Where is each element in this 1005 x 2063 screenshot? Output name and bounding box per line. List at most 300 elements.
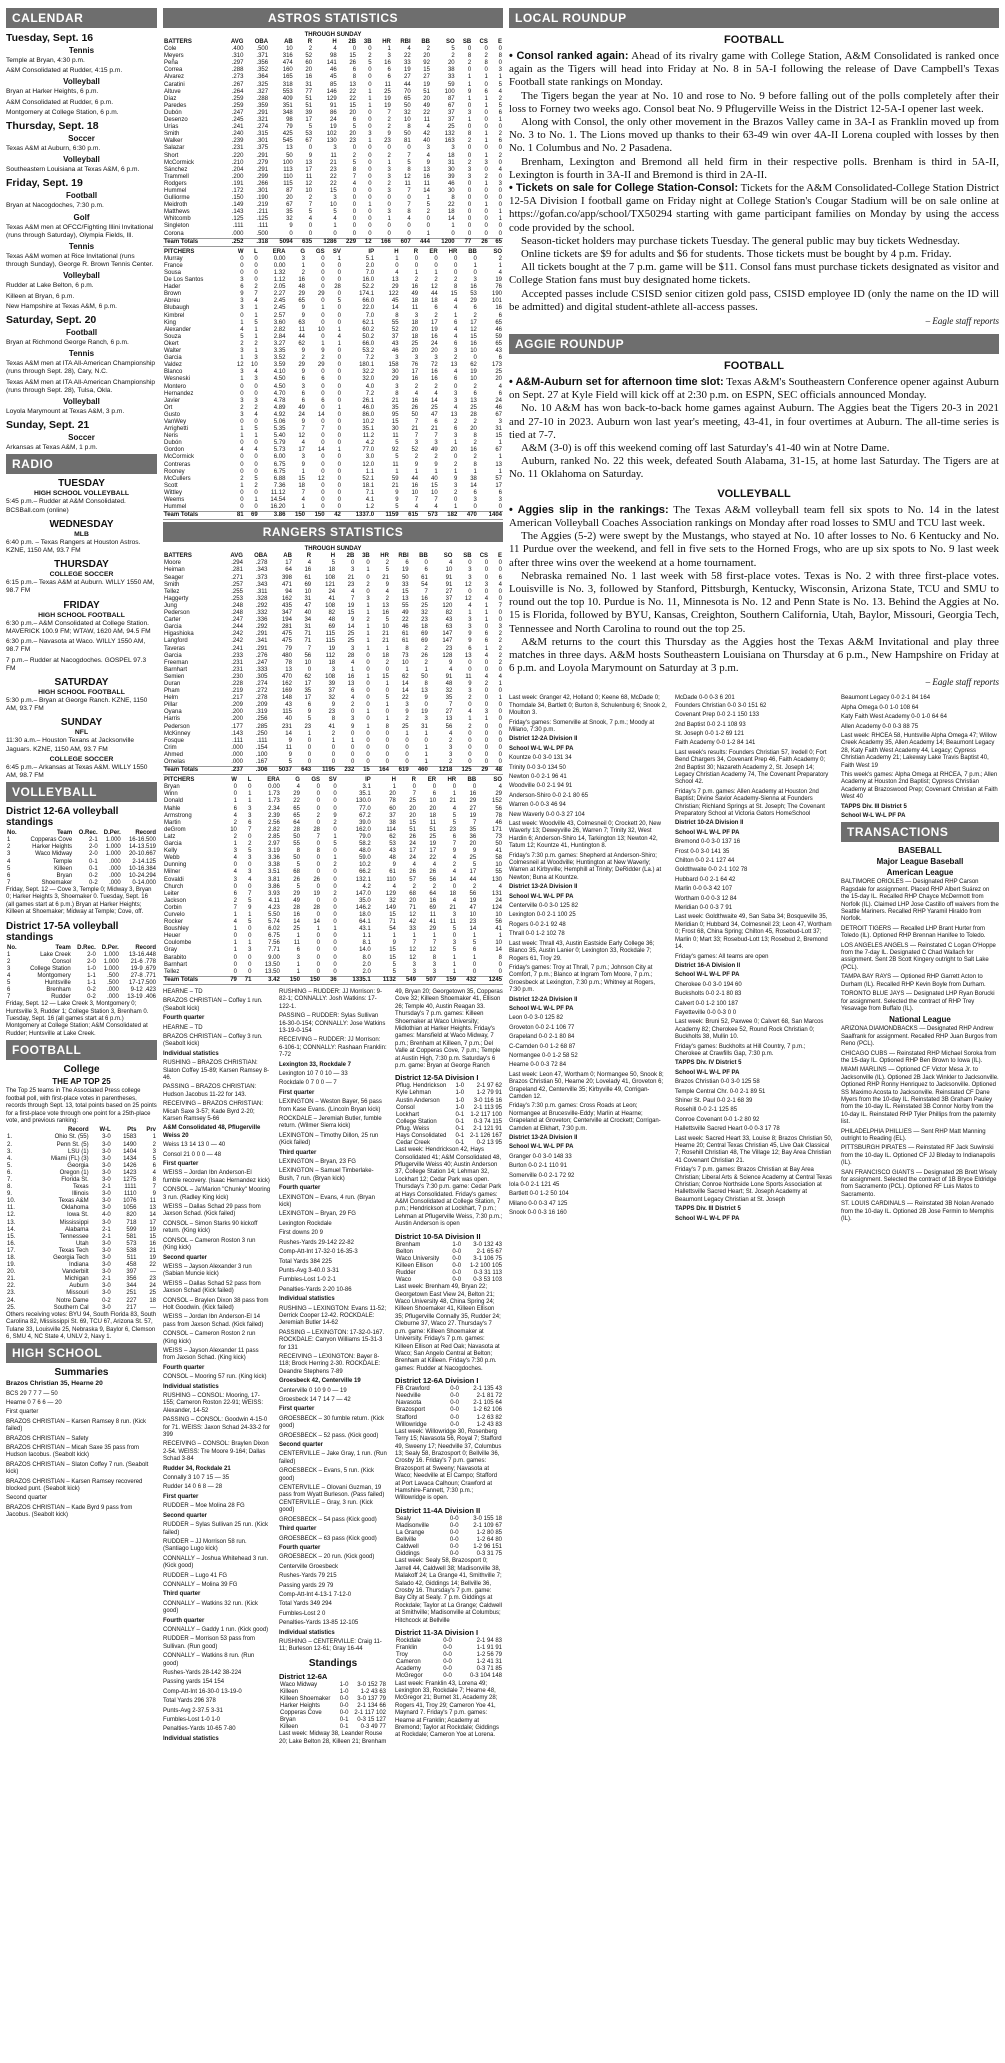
astros-pitch-cell: 0	[240, 461, 244, 468]
rangers-pitch-cell: 4	[233, 855, 237, 862]
rangers-bat-cell: 1	[366, 673, 370, 680]
rangers-pitch-cell: Martin	[164, 819, 181, 826]
astros-bat-row	[163, 181, 503, 188]
calendar-line: Texas A&M at Auburn, 6:30 p.m.	[6, 145, 101, 153]
standings-table	[395, 1516, 503, 1559]
astros-pitch-cell: 1	[254, 305, 258, 312]
astros-bat-cell: 2	[498, 152, 502, 159]
standings-cell: 2-1 121 91	[473, 1125, 502, 1132]
rangers-bat-cell: Higashioka	[164, 631, 194, 638]
astros-bat-cell: 2	[426, 46, 430, 53]
rangers-bat-cell: 0	[405, 737, 409, 744]
astros-pitch-cell: 2	[473, 454, 477, 461]
astros-pitch-cell: 45	[391, 298, 399, 305]
astros-bat-cell: 7	[407, 187, 411, 194]
rangers-pitch-cell: 0	[472, 961, 477, 968]
rangers-bat-cell: 147	[442, 631, 453, 638]
rangers-bat-cell: 19	[401, 567, 409, 574]
rangers-bat-cell: 1	[385, 680, 389, 687]
astros-bat-total-cell: 607	[400, 238, 411, 245]
rangers-bat-cell: 9	[468, 638, 472, 645]
box-line: Weiss 13 14 13 0 — 40	[163, 1142, 226, 1149]
rangers-pitch-cell: 35.1	[359, 791, 371, 798]
astros-bat-row	[163, 153, 503, 160]
astros-pitch-cell: 3	[498, 418, 502, 425]
ap-cell: 3-0	[102, 1162, 111, 1169]
ap-cell: 17	[149, 1219, 156, 1226]
standings-cell: 0-0	[450, 1386, 459, 1393]
lower-line: Calvert 0-0 1-2 100 187	[675, 1000, 739, 1007]
astros-pitch-cell: 0	[254, 454, 258, 461]
volleyball-banner: VOLLEYBALL	[6, 782, 157, 802]
rangers-pitch-cell: 29	[293, 890, 300, 897]
astros-bat-cell: 0	[467, 124, 472, 131]
vb2-cell: 2	[7, 958, 11, 965]
astros-pitch-cell: 1	[254, 433, 258, 440]
astros-pitch-cell: 3.35	[273, 348, 286, 355]
standings-cell: Brenham	[396, 1241, 421, 1248]
box-line: Fourth quarter	[279, 1544, 321, 1551]
rangers-bat-cell: .209	[231, 702, 243, 709]
astros-pitch-cell: 3	[453, 348, 458, 355]
rangers-bat-cell: 23	[445, 645, 453, 652]
astros-pitch-cell: 7	[414, 497, 419, 503]
astros-bat-row	[163, 89, 503, 96]
rangers-bat-cell: 4	[468, 602, 472, 609]
box-line: PASSING – RUDDER: Sylas Sullivan 16-30-0-154; CONNALLY: Jose Watkins 13-19-0-154	[279, 1013, 386, 1034]
astros-pitch-row	[163, 476, 503, 483]
rangers-bat-cell: 162	[281, 680, 292, 687]
ap-cell: 3-0	[102, 1205, 111, 1212]
astros-bat-cell: .375	[256, 145, 269, 152]
astros-bat-cell: .200	[231, 173, 244, 180]
rangers-pitch-cell: 162.0	[355, 826, 371, 833]
rangers-bat-cell: 0	[498, 595, 502, 602]
astros-pitch-cell: Brown	[164, 291, 182, 298]
box-line: Penalties-Yards 10-65 7-80	[163, 1726, 236, 1733]
lower-line: Rosehill 0-0 2-1 125 85	[675, 1107, 738, 1114]
rangers-pitch-cell: 2	[233, 897, 237, 904]
astros-bat-cell: 1	[498, 216, 502, 223]
astros-bat-cell: .000	[231, 230, 244, 237]
astros-bat-cell: 65	[404, 95, 411, 102]
astros-bat-cell: .219	[256, 202, 269, 209]
box-line: BRAZOS CHRISTIAN – Coffey 1 run. (Seabolt kick)	[163, 998, 263, 1012]
rangers-pitch-row	[163, 855, 503, 862]
rangers-bat-cell: 23	[304, 723, 312, 730]
lower-line: School W-L W-L PF PA	[675, 972, 740, 979]
rangers-bat-cell: .255	[231, 588, 243, 595]
rangers-pitch-cell: 20	[409, 805, 416, 812]
aggie-vb-text: The Texas A&M volleyball team fell six spots to No. 14 in the latest American Volleyball Coaches Association rankings on Monday after road losses to SMU and TCU last week.	[509, 503, 999, 529]
astros-pitch-cell: 17	[495, 482, 502, 489]
calendar-line: Loyola Marymount at Texas A&M, 3 p.m.	[6, 408, 125, 416]
astros-pitch-row	[163, 313, 503, 320]
rangers-pitch-cell: 10	[495, 862, 502, 869]
rangers-pitch-header-cell: BB	[467, 777, 477, 784]
rangers-pitch-cell: 0	[316, 784, 321, 791]
standings-cell: Belton	[396, 1248, 414, 1255]
rangers-bat-cell: 1	[385, 645, 389, 652]
astros-bat-cell: .190	[256, 195, 269, 202]
vb1-cell: .000	[109, 865, 121, 872]
lower-line: Allen Academy 0-0 0-3 88 75	[841, 723, 919, 730]
astros-bat-cell: 77	[305, 88, 313, 95]
ap-row	[6, 1170, 157, 1177]
aggie-fb-text: No. 10 A&M has won back-to-back home games against Auburn. The Aggies beat the Tigers 20-3 in 2021 and 27-10 in 2023. Auburn won last year's meeting, 43-41, in four overtimes at Auburn. The all-time series is tied at 7-7.	[509, 402, 999, 441]
standings-cell: 0-0	[450, 1407, 459, 1414]
rangers-bat-cell: 1	[366, 567, 370, 574]
astros-pitch-cell: 5	[395, 504, 399, 511]
aggie-vb-paragraph	[509, 504, 999, 530]
rangers-bat-cell: 0	[498, 560, 502, 567]
astros-bat-cell: 8	[407, 209, 411, 216]
astros-pitch-cell: 5	[254, 319, 258, 326]
vb1-cell: 14-13.519	[128, 844, 156, 851]
vb2-cell: 19-9 .679	[130, 965, 156, 972]
radio-day: SUNDAY	[60, 717, 103, 729]
astros-bat-cell: 10	[305, 187, 313, 194]
ap-cell: 3-0	[102, 1155, 111, 1162]
astros-bat-cell: .352	[256, 67, 269, 74]
ap-header-cell: Pts	[127, 1127, 137, 1134]
astros-pitch-cell: Hader	[164, 284, 181, 291]
rangers-bat-cell: 0	[366, 688, 370, 695]
astros-bat-cell: 11	[404, 180, 411, 187]
rangers-pitch-cell: 0	[452, 933, 457, 940]
local-paragraph	[509, 288, 999, 314]
astros-pitch-cell: 0	[240, 497, 244, 503]
astros-pitch-cell: 21	[391, 482, 399, 489]
astros-bat-cell: 8	[407, 166, 411, 173]
astros-pitch-cell: 7.36	[273, 482, 286, 489]
rangers-pitch-cell: 2.82	[268, 826, 280, 833]
ap-cell: 24	[149, 1283, 156, 1290]
ap-cell: 581	[126, 1233, 137, 1240]
rangers-bat-header-cell: RBI	[398, 553, 409, 560]
rangers-pitch-cell: 5	[248, 897, 252, 904]
standings-cell: 0-3 31 113	[473, 1270, 502, 1277]
astros-bat-cell: Díaz	[164, 95, 177, 102]
astros-pitch-cell: 15	[495, 433, 502, 440]
rangers-pitch-cell: 6	[472, 947, 477, 954]
astros-bat-cell: .299	[256, 173, 269, 180]
astros-pitch-cell: 13	[450, 411, 458, 418]
astros-pitch-cell: 0	[337, 418, 341, 425]
astros-pitch-row	[163, 412, 503, 419]
vb2-cell: 17-17.500	[128, 979, 156, 986]
lower-line: TAPPS Div. III District 5	[675, 1206, 741, 1213]
astros-bat-cell: .297	[231, 60, 244, 67]
ap-cell: 1426	[123, 1162, 137, 1169]
rangers-bat-cell: 1	[468, 716, 472, 723]
rangers-bat-cell: 5	[331, 560, 336, 567]
box-line: LEXINGTON – Samuel Timberlake-Bush, 7 run. (Bryan kick)	[279, 1168, 374, 1182]
aggie-vb-paragraph	[509, 636, 999, 676]
astros-pitch-cell: 25	[495, 369, 502, 376]
astros-bat-cell: 2	[387, 180, 391, 187]
astros-bat-cell: .400	[231, 46, 244, 53]
rangers-pitch-cell: Church	[164, 883, 184, 890]
astros-bat-cell: 115	[283, 180, 293, 187]
standings-cell: 0-3 71 85	[476, 1666, 502, 1673]
standings-row	[279, 1717, 387, 1724]
astros-pitch-row	[163, 277, 503, 284]
astros-pitch-cell: 0	[453, 270, 458, 276]
rangers-pitch-cell: Tellez	[164, 968, 180, 975]
rangers-bat-cell: 0	[366, 751, 370, 758]
standings-row	[395, 1098, 503, 1105]
transactions-nl-list	[841, 1026, 999, 1223]
standings-cell: 1-2 96 151	[473, 1544, 502, 1551]
astros-pitch-cell: 19	[431, 326, 438, 333]
astros-pitch-cell: 77.0	[362, 447, 375, 454]
astros-bat-cell: 1	[484, 131, 488, 138]
ap-row	[6, 1227, 157, 1234]
rangers-pitch-cell: 50	[495, 841, 502, 848]
astros-bat-cell: 98	[330, 53, 337, 60]
rangers-bat-cell: 398	[281, 574, 292, 581]
rangers-bat-cell: 0	[366, 759, 370, 765]
rangers-pitch-cell: 26	[293, 876, 300, 883]
rangers-pitch-cell: 3	[248, 812, 252, 819]
rangers-bat-cell: 35	[445, 695, 453, 702]
rangers-pitch-cell: 1	[233, 911, 237, 918]
box-line: Third quarter	[279, 1149, 317, 1156]
astros-pitch-cell: 9	[301, 348, 306, 355]
lower-line: School W-L W-L PF PA	[841, 813, 906, 820]
aggie-vb-text: The Aggies (5-2) were swept by the Mustangs, who stayed at No. 10 after losses to No. 6 Kentucky and No. 11 Purdue over the weekend, and fell in five sets to the Horned Frogs, who are up six spots to No. 9 last week after three wins over the weekend at a home tournament.	[509, 530, 999, 569]
rangers-pitch-cell: 1	[452, 961, 457, 968]
astros-pitch-cell: 25	[411, 340, 419, 347]
rangers-bat-row	[163, 610, 503, 617]
astros-bat-cell: 0	[484, 145, 488, 152]
ap-cell: Ohio St. (55)	[54, 1134, 89, 1141]
astros-pitch-cell: 63	[298, 319, 306, 326]
astros-pitch-cell: 62	[470, 362, 477, 369]
rangers-bat-cell: .281	[231, 567, 243, 574]
standings-cell: 2-1 117 102	[354, 1710, 386, 1717]
local-paragraph	[509, 156, 999, 182]
astros-bat-cell: 0	[308, 145, 313, 152]
standings-row	[395, 1544, 503, 1551]
standings-row	[395, 1119, 503, 1126]
rangers-pitch-header-cell: ER	[427, 777, 437, 784]
rangers-bat-cell: 82	[328, 610, 336, 617]
box-line: RUDDER – Moe Molina 28 FG	[163, 1503, 245, 1510]
astros-bat-cell: 0	[426, 216, 430, 223]
standings-cell: 0-1	[455, 1133, 465, 1140]
ap-cell: 397	[126, 1269, 137, 1276]
box-line: First quarter	[279, 1406, 315, 1413]
radio-sport: NFL	[74, 729, 89, 737]
astros-bat-cell: 0	[352, 216, 357, 223]
rangers-bat-cell: 50	[421, 673, 428, 680]
rangers-bat-cell: Pederson	[164, 610, 190, 617]
astros-pitch-row	[163, 440, 503, 447]
astros-bat-cell: 0	[498, 60, 502, 67]
vb1-cell: 6	[7, 872, 11, 879]
ap-cell: 2.	[7, 1141, 13, 1148]
astros-bat-row	[163, 188, 503, 195]
rangers-bat-cell: 2	[498, 638, 502, 645]
rangers-bat-cell: 4	[449, 666, 453, 673]
rangers-pitch-header-cell: SV	[328, 777, 337, 784]
ap-cell: Texas A&M	[58, 1198, 89, 1205]
rangers-bat-cell: Carter	[164, 617, 181, 624]
rangers-pitch-cell: 62	[389, 833, 396, 840]
rangers-pitch-cell: 149	[385, 904, 396, 911]
astros-pitch-cell: 24	[298, 411, 306, 418]
astros-pitch-cell: 62.1	[362, 319, 375, 326]
rangers-bat-cell: 0	[468, 666, 472, 673]
rangers-bat-cell: 121	[325, 581, 336, 588]
radio-day: WEDNESDAY	[49, 518, 114, 530]
transactions-block	[841, 822, 999, 1223]
astros-pitch-cell: 3	[240, 298, 244, 305]
astros-pitching-table	[163, 249, 503, 521]
box-line: Passing yards 154 154	[163, 1679, 225, 1686]
astros-bat-row	[163, 209, 503, 216]
ap-cell: —	[150, 1304, 156, 1311]
rangers-bat-cell: .200	[231, 709, 243, 716]
rangers-pitch-cell: 32	[389, 897, 396, 904]
rangers-pitch-cell: Garcia	[164, 841, 182, 848]
rangers-bat-cell: Seager	[164, 574, 184, 581]
rangers-bat-total-cell: .237	[231, 767, 243, 774]
astros-pitch-cell: 2	[240, 404, 244, 411]
rangers-bat-cell: 2	[366, 581, 370, 588]
rangers-bat-cell: 0	[484, 723, 489, 730]
rangers-bat-cell: .343	[255, 581, 268, 588]
rangers-pitch-total-cell: 1245	[488, 976, 502, 983]
rangers-pitch-total-cell: 150	[310, 976, 321, 983]
rangers-bat-cell: 0	[366, 737, 370, 744]
rangers-bat-cell: .167	[255, 759, 268, 765]
box-line: Lexington 33, Rockdale 7	[279, 1061, 352, 1068]
rangers-pitch-cell: 8.0	[362, 954, 371, 961]
box-line: GROESBECK – 20 run. (Kick good)	[279, 1554, 375, 1561]
astros-bat-cell: 545	[282, 138, 293, 145]
astros-bat-cell: 1	[484, 138, 488, 145]
astros-pitch-cell: 7.0	[365, 270, 375, 276]
rangers-bat-cell: 31	[421, 723, 428, 730]
rangers-pitch-cell: 2	[472, 883, 477, 890]
ap-cell: 13	[149, 1205, 156, 1212]
astros-pitch-cell: Scott	[164, 482, 178, 489]
rangers-pitch-cell: 0	[316, 805, 321, 812]
rangers-bat-cell: 0	[366, 574, 370, 581]
astros-pitch-cell: 1	[321, 340, 325, 347]
rangers-pitch-cell: 1	[296, 968, 300, 975]
astros-bat-cell: 113	[283, 166, 293, 173]
rangers-bat-cell: 10	[445, 567, 453, 574]
astros-bat-cell: 26	[349, 60, 357, 67]
astros-pitch-cell: Contreras	[164, 461, 191, 468]
lower-line: Burton 0-0 2-1 110 91	[509, 1163, 567, 1170]
astros-bat-cell: .259	[231, 95, 244, 102]
rangers-pitch-cell: 51	[429, 826, 437, 833]
summary-line: Hearne 0 7 6 6 — 20	[6, 1399, 62, 1406]
astros-pitch-cell: 2	[321, 355, 325, 362]
astros-bat-total-cell: 229	[346, 238, 357, 245]
standings-cell: Hays Consolidated	[396, 1133, 447, 1140]
rangers-bat-cell: 2	[449, 759, 453, 765]
rangers-bat-cell: 0	[484, 737, 489, 744]
rangers-bat-cell: 14	[347, 624, 355, 631]
rangers-pitch-cell: 1	[233, 940, 237, 947]
astros-pitch-cell: 1	[240, 482, 244, 489]
rangers-pitch-cell: 19	[313, 890, 321, 897]
lower-line: Alpha Omega 0-0 1-0 108 64	[841, 704, 919, 711]
astros-bat-cell: 348	[282, 109, 293, 116]
ap-cell: 16.	[7, 1240, 16, 1247]
ap-cell: Southern Cal	[53, 1304, 89, 1311]
astros-pitch-row	[163, 263, 503, 270]
rangers-bat-cell: .328	[255, 595, 268, 602]
astros-pitch-cell: 8	[473, 461, 477, 468]
rangers-pitch-cell: 78	[389, 798, 396, 805]
rangers-bat-cell: 17	[304, 680, 312, 687]
standings-cell: 0-0	[452, 1255, 462, 1262]
rangers-pitch-row	[163, 798, 503, 805]
astros-bat-total-cell: 444	[419, 238, 430, 245]
astros-pitch-cell: 7.2	[365, 355, 375, 362]
rangers-bat-cell: 25	[421, 602, 428, 609]
rangers-pitch-cell: 0	[333, 784, 337, 791]
astros-bat-cell: Urías	[164, 124, 179, 131]
rangers-bat-cell: 14	[401, 680, 409, 687]
astros-pitch-cell: 38	[470, 475, 477, 482]
box-line: CONSOL – Cameron Roston 2 run (King kick)	[163, 1331, 256, 1345]
lower-line: Brazos Christian 0-0 3-0 125 58	[675, 1079, 760, 1086]
rangers-bat-cell: 0	[385, 751, 389, 758]
astros-pitch-cell: 1	[254, 326, 258, 333]
astros-bat-cell: 1	[484, 102, 488, 109]
rangers-pitch-cell: deGrom	[164, 826, 186, 833]
box-line: Second quarter	[279, 1442, 324, 1449]
calendar-sport: Volleyball	[63, 77, 100, 87]
lower-line: Friday's 7:30 p.m. games: Shepherd at Anderson-Shiro; Colmesneil at Woodville; Huntington at New Waverly; Warren at Kirbyville; Hemphill at Trinity; DeRidder (La.) at Newton; Buna at Kountze.	[509, 852, 662, 881]
rangers-bat-cell: 0	[366, 666, 370, 673]
astros-bat-cell: 1	[368, 138, 372, 145]
rangers-pitch-row	[163, 806, 503, 813]
astros-bat-cell: .111	[257, 223, 269, 230]
astros-bat-cell: 0	[498, 202, 502, 209]
rangers-bat-cell: 3	[424, 716, 428, 723]
standings-cell: 0-0	[450, 1393, 459, 1400]
radio-sport: MLB	[74, 530, 89, 538]
standings-row	[279, 1682, 387, 1689]
rangers-bat-cell: 0	[424, 702, 428, 709]
aggie-volleyball-subhead: VOLLEYBALL	[717, 487, 791, 500]
rangers-bat-cell: 2	[350, 702, 355, 709]
astros-pitch-cell: Hernandez	[164, 390, 194, 397]
rangers-bat-cell: 6	[498, 574, 502, 581]
rangers-bat-cell: 0	[484, 730, 489, 737]
rangers-pitch-cell: 124	[491, 904, 502, 911]
rangers-pitch-cell: Webb	[164, 855, 180, 862]
rangers-pitch-total-cell: 1132	[382, 976, 396, 983]
standings-cell: 2-1 113 95	[473, 1104, 502, 1111]
rangers-bat-cell: 34	[304, 617, 312, 624]
box-line: RUSHING – CONSOL: Mooring, 17-155; Cameron Roston 22-91; WEISS: Alexander, 14-52	[163, 1393, 264, 1414]
astros-pitch-cell: 20	[450, 447, 458, 454]
astros-bat-cell: 40	[423, 138, 430, 145]
rangers-banner: RANGERS STATISTICS	[163, 522, 503, 542]
vb2-cell: 1-1	[87, 979, 96, 986]
ap-header-cell	[6, 1127, 23, 1134]
